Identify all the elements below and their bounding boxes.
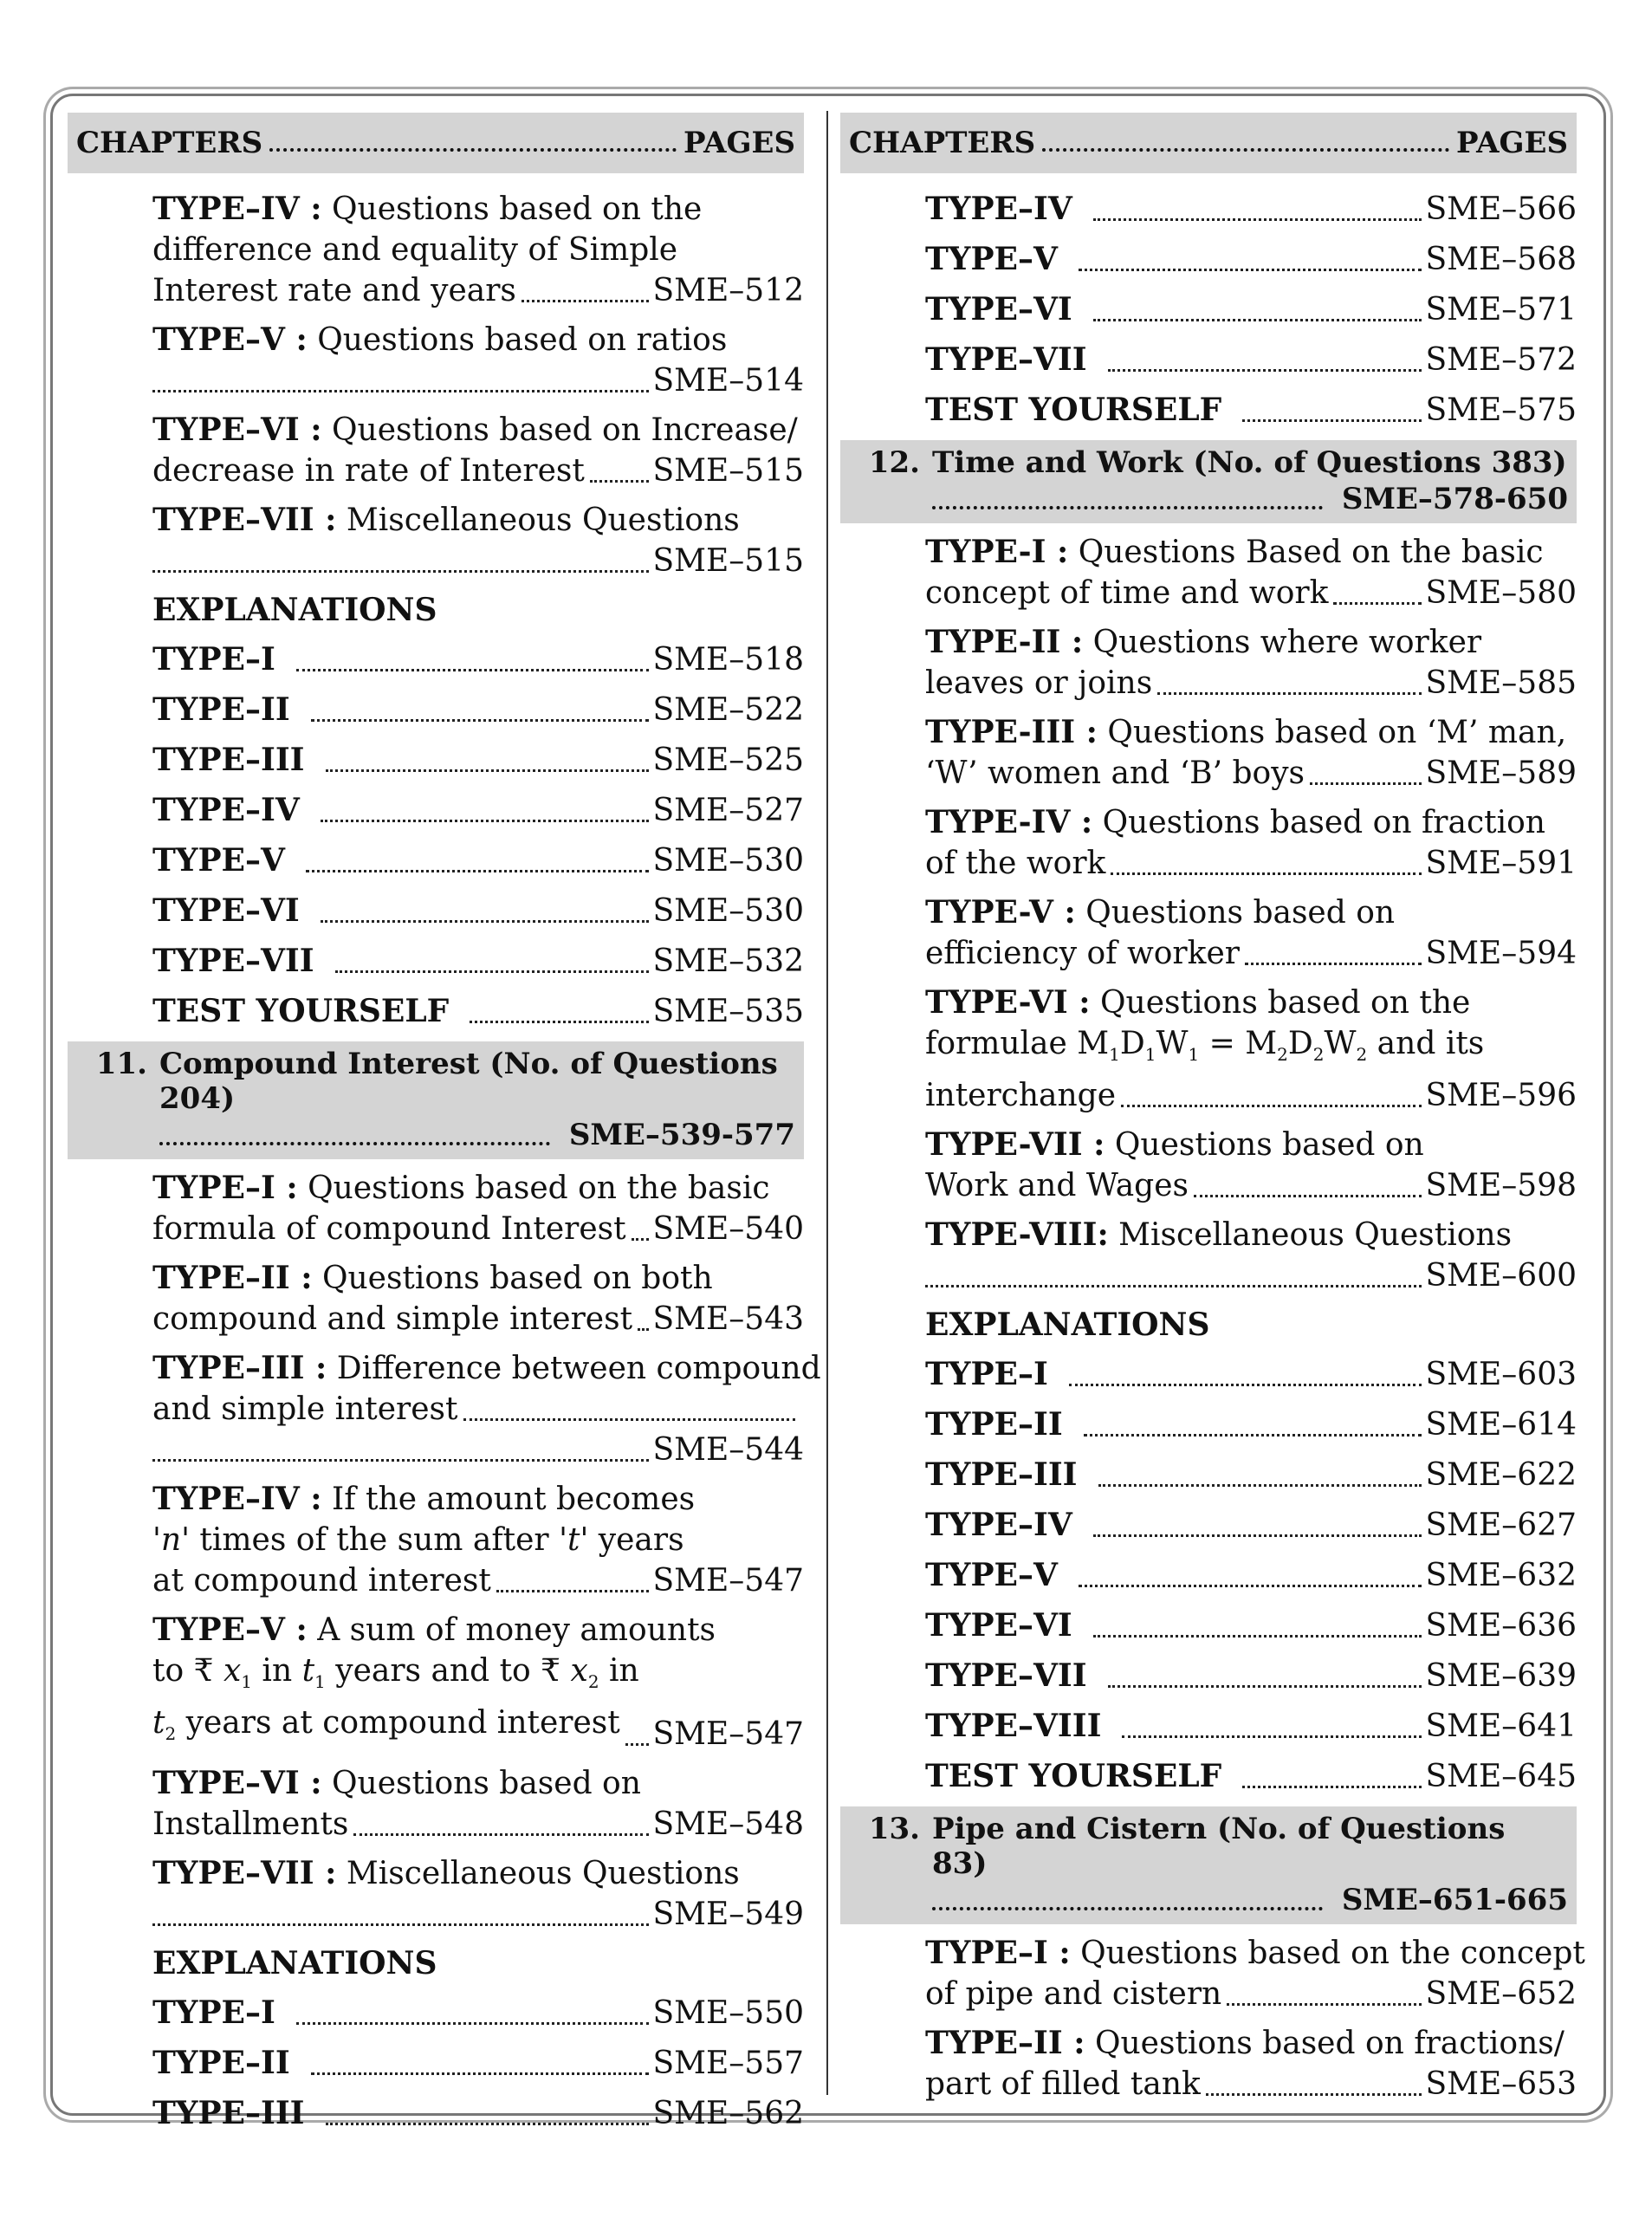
toc-entry[interactable]: TYPE–VII SME–639 — [925, 1657, 1577, 1695]
toc-entry[interactable]: TYPE–VI : Questions based on Installments SME–548 — [152, 1765, 804, 1843]
toc-entry[interactable]: TYPE–I : Questions based on the basic formula of compound Interest SME–540 — [152, 1170, 804, 1247]
toc-entry[interactable]: TYPE–V SME–568 — [925, 241, 1577, 277]
toc-entry[interactable]: TYPE–II SME–614 — [925, 1406, 1577, 1443]
toc-entry[interactable]: TYPE-IV : Questions based on fraction of the work SME–591 — [925, 804, 1577, 881]
toc-entry[interactable]: TYPE–V : Questions based on ratios SME–514 — [68, 320, 804, 401]
pages-label: PAGES — [1456, 126, 1568, 160]
explanations-list — [68, 639, 804, 1032]
toc-entry[interactable]: TYPE–V : A sum of money amounts to ₹ $x_1$ in $t_1$ years and to ₹ $x_2$ in $t_2$ years at compound interest SME–547 — [152, 1612, 804, 1753]
explanations-heading: EXPLANATIONS — [152, 1945, 437, 1982]
toc-entry[interactable]: TYPE–IV : If the amount becomes 'n' times of the sum after 't' years at compound interest SME–547 — [152, 1481, 804, 1599]
column-divider — [826, 111, 828, 2095]
contents-header — [840, 113, 1577, 173]
toc-entry[interactable]: TYPE–IV SME–566 — [925, 191, 1577, 227]
chapters-label: CHAPTERS — [849, 126, 1036, 160]
toc-entry[interactable]: TYPE–VI SME–530 — [152, 892, 804, 929]
toc-entry[interactable]: TYPE-II : Questions where worker leaves or joins SME–585 — [925, 624, 1577, 701]
toc-entry[interactable]: TYPE–I SME–603 — [925, 1356, 1577, 1393]
page-ref: SME–515 — [652, 453, 804, 489]
toc-entry[interactable]: TYPE–II SME–557 — [152, 2045, 804, 2082]
test-yourself-entry[interactable]: TEST YOURSELF SME–575 — [925, 392, 1577, 428]
toc-entry[interactable]: TYPE–VII SME–572 — [925, 341, 1577, 378]
toc-entry[interactable]: TYPE-VIII: Miscellaneous Questions SME–600 — [925, 1216, 1577, 1294]
toc-entry[interactable]: TYPE-V : Questions based on efficiency of worker SME–594 — [925, 894, 1577, 971]
toc-entry[interactable]: TYPE–IV SME–527 — [152, 792, 804, 828]
toc-entry[interactable]: TYPE-VI : Questions based on the formulae $M_1D_1W_1 = M_2D_2W_2$ and its interchange SME–596 — [925, 984, 1577, 1114]
toc-entry[interactable]: TYPE–I SME–550 — [152, 1994, 804, 2032]
test-yourself-entry[interactable]: TEST YOURSELF SME–645 — [925, 1758, 1577, 1795]
chapter-heading-12[interactable]: 12. Time and Work (No. of Questions 383) SME–578-650 — [840, 440, 1577, 523]
pages-label: PAGES — [683, 126, 795, 160]
toc-entry[interactable]: TYPE–VIII SME–641 — [925, 1708, 1577, 1745]
toc-entry[interactable]: TYPE–VII : Miscellaneous Questions SME–549 — [152, 1855, 804, 1933]
chapter-pages: SME–651-665 — [1341, 1883, 1568, 1918]
toc-entry[interactable]: TYPE–VI SME–571 — [925, 291, 1577, 328]
toc-entry[interactable]: TYPE–III : Difference between compound and simple interest SME–544 — [152, 1350, 821, 1468]
toc-entry[interactable]: TYPE–II : Questions based on fractions/ part of filled tank SME–653 — [925, 2025, 1577, 2103]
toc-entry[interactable]: TYPE–VI SME–636 — [925, 1607, 1577, 1644]
page-ref: SME–514 — [652, 363, 804, 399]
toc-entry[interactable]: TYPE–IV SME–627 — [925, 1507, 1577, 1544]
test-yourself-entry[interactable]: TEST YOURSELF SME–535 — [152, 993, 804, 1029]
toc-entry[interactable]: TYPE-III : Questions based on ‘M’ man, ‘W’ women and ‘B’ boys SME–589 — [925, 714, 1577, 791]
toc-entry[interactable]: TYPE–VI : Questions based on Increase/ decrease in rate of Interest SME–515 — [68, 410, 804, 491]
toc-entry[interactable]: TYPE-I : Questions Based on the basic concept of time and work SME–580 — [925, 534, 1577, 611]
toc-entry[interactable]: TYPE–I : Questions based on the concept of pipe and cistern SME–652 — [925, 1935, 1585, 2013]
toc-entry[interactable]: TYPE–V SME–530 — [152, 842, 804, 879]
toc-entry[interactable]: TYPE-VII : Questions based on Work and Wages SME–598 — [925, 1126, 1577, 1204]
toc-entry[interactable]: TYPE–IV : Questions based on the difference and equality of Simple Interest rate and years SME–512 — [68, 189, 804, 311]
toc-entry[interactable]: TYPE–VII SME–532 — [152, 943, 804, 979]
toc-entry[interactable]: TYPE–VII : Miscellaneous Questions SME–515 — [68, 500, 804, 581]
chapter-heading-13[interactable]: 13. Pipe and Cistern (No. of Questions 83) SME–651-665 — [840, 1806, 1577, 1924]
leader-dots — [1042, 134, 1449, 152]
page-ref: SME–515 — [652, 543, 804, 579]
contents-header — [68, 113, 804, 173]
leader-dots — [269, 134, 677, 152]
chapter-heading-11[interactable]: 11. Compound Interest (No. of Questions 204) SME–539-577 — [68, 1041, 804, 1159]
toc-entry[interactable]: TYPE–III SME–562 — [152, 2095, 804, 2132]
chapter-pages: SME–539-577 — [568, 1118, 795, 1152]
toc-entry[interactable]: TYPE–I SME–518 — [152, 641, 804, 678]
chapters-label: CHAPTERS — [76, 126, 263, 160]
toc-entry[interactable]: TYPE–II : Questions based on both compound and simple interest SME–543 — [152, 1260, 804, 1337]
right-column — [840, 113, 1585, 2113]
toc-entry[interactable]: TYPE–III SME–622 — [925, 1456, 1577, 1494]
chapter-pages: SME–578-650 — [1341, 482, 1568, 516]
toc-entry[interactable]: TYPE–II SME–522 — [152, 691, 804, 728]
page-ref: SME–512 — [652, 273, 804, 308]
toc-entry[interactable]: TYPE–V SME–632 — [925, 1557, 1577, 1594]
explanations-heading: EXPLANATIONS — [152, 592, 437, 628]
toc-entry[interactable]: TYPE–III SME–525 — [152, 742, 804, 778]
explanations-heading: EXPLANATIONS — [925, 1307, 1210, 1344]
left-column — [68, 113, 821, 2143]
